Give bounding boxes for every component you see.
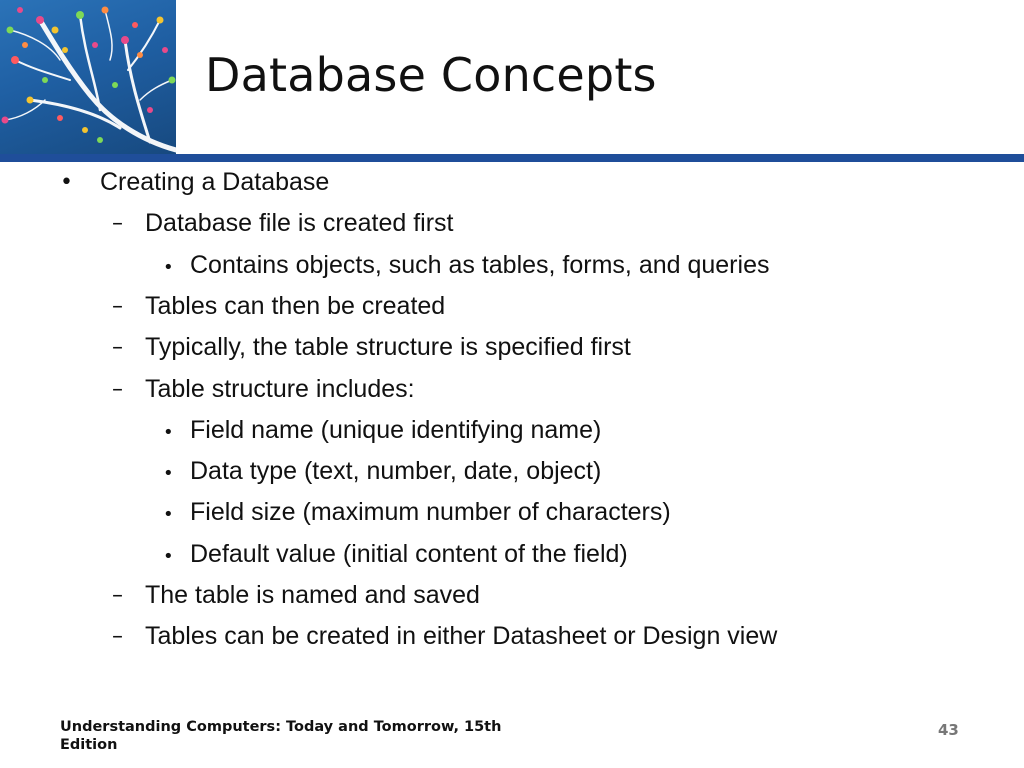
slide-title: Database Concepts [205,48,657,102]
tree-branch-with-colorful-leaves-icon [0,0,176,155]
dash-marker: – [112,211,123,237]
dash-marker: – [112,583,123,608]
dash-marker: – [112,293,123,319]
bullet-level-2-text: Typically, the table structure is specified first [145,333,631,362]
bullet-level-2-text: Tables can then be created [145,291,446,320]
title-divider [0,154,1024,162]
bullet-level-3-text: Field name (unique identifying name) [190,415,602,444]
bullet-level-2-text: Database file is created first [145,209,454,238]
dash-marker: – [112,376,123,402]
bullet-level-3-text: Contains objects, such as tables, forms, and queries [190,250,770,279]
dash-marker: – [112,624,123,650]
bullet-marker: • [163,463,174,485]
bullet-level-3-text: Field size (maximum number of characters) [190,498,671,527]
bullet-marker: • [60,170,73,195]
dash-marker: – [112,335,123,361]
bullet-level-3-text: Data type (text, number, date, object) [190,457,602,486]
bullet-marker: • [163,421,174,443]
bullet-marker: • [163,545,174,567]
bullet-marker: • [163,256,174,278]
bullet-level-3-text: Default value (initial content of the field) [190,539,628,568]
bullet-level-2-text: Tables can be created in either Datasheet or Design view [145,622,778,651]
bullet-level-2-text: The table is named and saved [145,581,480,609]
bullet-level-2-text: Table structure includes: [145,374,415,403]
page-number: 43 [938,721,959,739]
bullet-marker: • [163,504,174,526]
bullet-level-1-text: Creating a Database [100,168,330,196]
footer-book-title: Understanding Computers: Today and Tomorrow, 15th Edition [60,719,502,753]
